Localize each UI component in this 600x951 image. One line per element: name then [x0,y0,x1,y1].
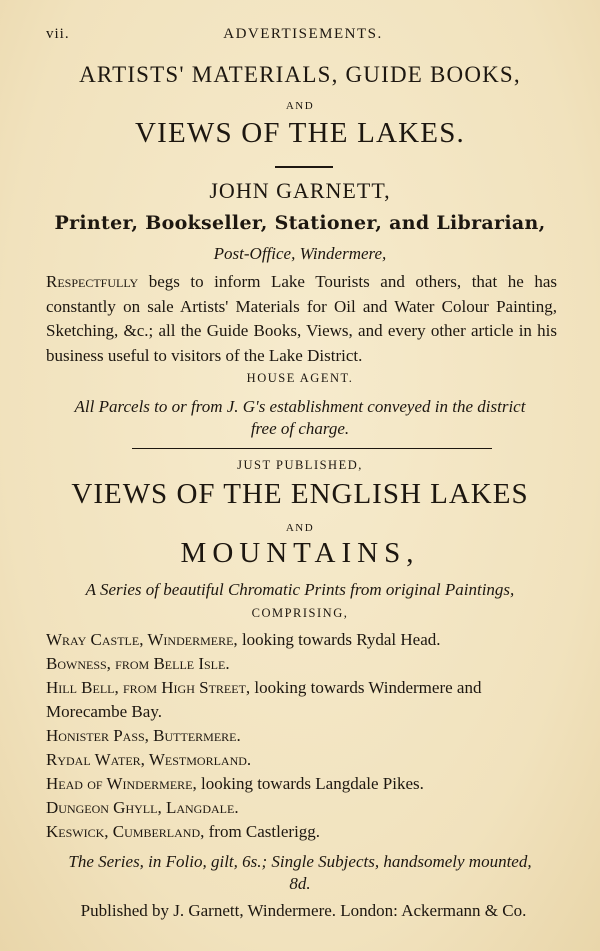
prints-list [46,628,561,844]
ad1-headline: ARTISTS' MATERIALS, GUIDE BOOKS, [79,62,521,87]
ad1-address: Post-Office, Windermere, [213,244,387,263]
list-item [46,772,561,796]
ad1-name: JOHN GARNETT, [209,178,391,203]
section-title: ADVERTISEMENTS. [223,26,383,42]
list-item [46,820,561,844]
ad2-title-2: MOUNTAINS, [180,537,420,569]
ad2-and: AND [285,522,315,534]
print-place: Head of Windermere, [46,774,197,793]
print-place: Bowness, from Belle Isle. [46,654,230,673]
short-rule [275,166,333,168]
house-agent: HOUSE AGENT. [246,371,354,385]
list-item [46,676,561,724]
just-published: JUST PUBLISHED, [237,458,363,472]
comprising-label: COMPRISING, [251,606,349,620]
list-item [46,748,561,772]
print-place: Dungeon Ghyll, Langdale. [46,798,239,817]
print-detail: looking towards Rydal Head. [237,630,441,649]
ad1-and: AND [285,100,315,112]
print-place: Keswick, Cumberland, [46,822,205,841]
ad1-body-lead: Respectfully [46,272,139,291]
print-place: Honister Pass, Buttermere. [46,726,241,745]
pricing-note: The Series, in Folio, gilt, 6s.; Single Subjects, handsomely mounted, 8d. [68,852,532,893]
list-item [46,724,561,748]
series-description: A Series of beautiful Chromatic Prints from original Paintings, [85,580,515,599]
list-item [46,796,561,820]
list-item [46,652,561,676]
print-place: Rydal Water, Westmorland. [46,750,252,769]
page-number: vii. [46,26,70,42]
list-item [46,628,561,652]
print-detail: looking towards Windermere and Morecambe Bay. [46,678,482,721]
print-detail: from Castlerigg. [204,822,321,841]
ad1-trades: Printer, Bookseller, Stationer, and Librarian, [54,212,546,234]
ad1-body-rest: begs to inform Lake Tourists and others, that he has constantly on sale Artists' Materials for Oil and Water Colour Painting, Sketching, &c.; all the Guide Books, Views, and every other article in his business useful to visitors of the Lake District. [46,272,557,365]
print-place: Wray Castle, Windermere, [46,630,238,649]
imprint: Published by J. Garnett, Windermere. London: Ackermann & Co. [80,901,527,920]
ad2-title: VIEWS OF THE ENGLISH LAKES [71,478,529,510]
ad1-body [46,270,557,368]
print-detail: looking towards Langdale Pikes. [196,774,424,793]
ad1-headline-2: VIEWS OF THE LAKES. [135,117,465,149]
section-rule [132,448,492,449]
print-place: Hill Bell, from High Street, [46,678,251,697]
parcels-note: All Parcels to or from J. G's establishment conveyed in the district free of charge. [74,397,526,438]
